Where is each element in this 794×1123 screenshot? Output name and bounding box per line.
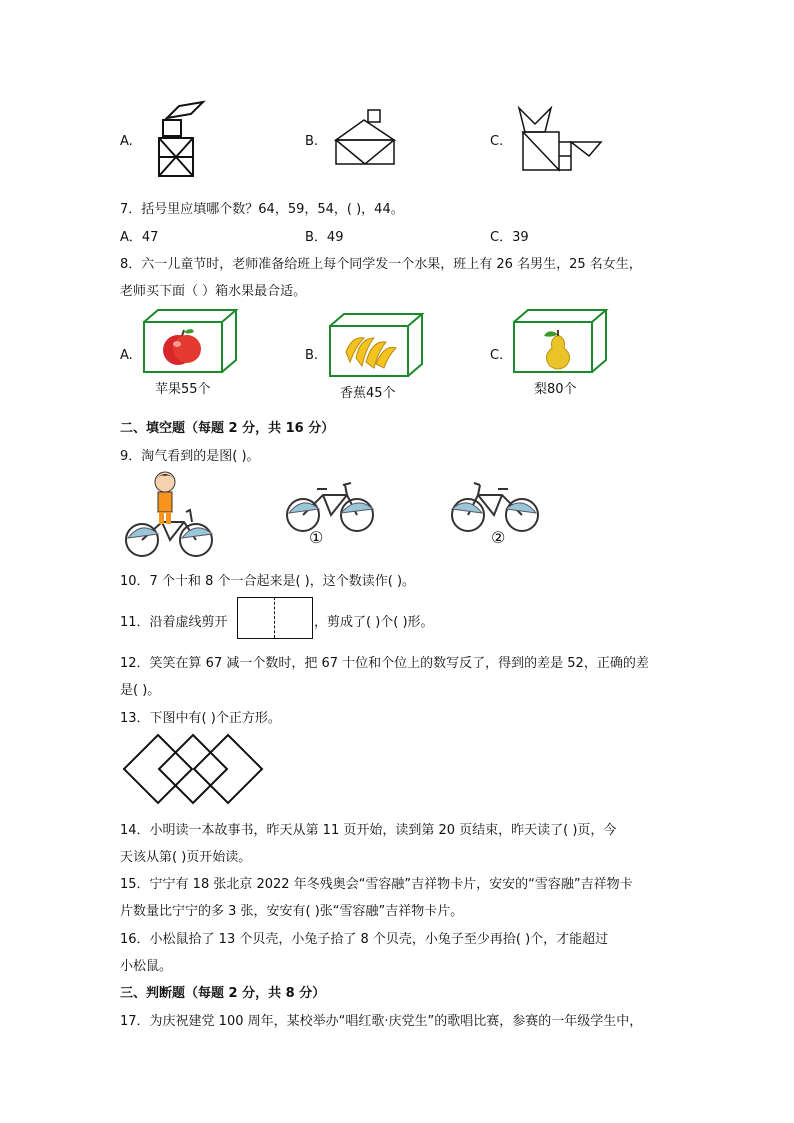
- q6-figure-c: [515, 104, 607, 176]
- apple-box-icon: [140, 306, 240, 376]
- q14-line2: 天该从第( )页开始读。: [120, 850, 252, 865]
- q16-line1: 16．小松鼠拾了 13 个贝壳，小兔子拾了 8 个贝壳，小兔子至少再拾( )个，才能超过: [120, 932, 609, 947]
- q15-line2: 片数量比宁宁的多 3 张，安安有( )张“雪容融”吉祥物卡片。: [120, 904, 464, 919]
- q13-squares-figure: [122, 733, 264, 805]
- q8-line2: 老师买下面（ ）箱水果最合适。: [120, 284, 307, 299]
- q17-text: 17．为庆祝建党 100 周年，某校举办“唱红歌·庆党生”的歌唱比赛，参赛的一年级学生中，: [120, 1014, 643, 1029]
- q13-text: 13．下图中有( )个正方形。: [120, 711, 281, 726]
- bicycle-1-image: [283, 475, 378, 535]
- pear-caption: 梨80个: [534, 382, 577, 397]
- q12-line2: 是( )。: [120, 683, 161, 698]
- pear-box-icon: [510, 306, 610, 376]
- q8-option-a[interactable]: A.: [120, 348, 133, 363]
- q14-line1: 14．小明读一本故事书，昨天从第 11 页开始，读到第 20 页结束，昨天读了( )页，今: [120, 823, 617, 838]
- q7-text: 7．括号里应填哪个数？64，59，54，( )，44。: [120, 202, 404, 217]
- q6-option-a[interactable]: A.: [120, 134, 133, 149]
- q6-figure-a: [145, 100, 215, 180]
- bicycle-2-label: ②: [491, 528, 506, 547]
- banana-box-icon: [326, 310, 426, 380]
- q6-option-b[interactable]: B.: [305, 134, 319, 149]
- q11-rectangle-figure: [237, 597, 313, 639]
- q6-figure-b: [332, 108, 402, 168]
- boy-with-bicycle-image: [122, 468, 217, 560]
- q6-option-c[interactable]: C.: [490, 134, 504, 149]
- q15-line1: 15．宁宁有 18 张北京 2022 年冬残奥会“雪容融”吉祥物卡片，安安的“雪容融”吉祥物卡: [120, 877, 633, 892]
- q8-line1: 8．六一儿童节时，老师准备给班上每个同学发一个水果，班上有 26 名男生，25 名女生，: [120, 257, 642, 272]
- q11-pre: 11．沿着虚线剪开: [120, 615, 228, 630]
- q11-dashed-line: [274, 597, 275, 638]
- q8-option-c[interactable]: C.: [490, 348, 504, 363]
- q7-option-a[interactable]: A．47: [120, 230, 159, 245]
- q16-line2: 小松鼠。: [120, 959, 173, 974]
- bicycle-2-image: [448, 475, 543, 535]
- section3-heading: 三、判断题（每题 2 分，共 8 分）: [120, 986, 326, 1001]
- q12-line1: 12．笑笑在算 67 减一个数时，把 67 十位和个位上的数写反了，得到的差是 52，正确的差: [120, 656, 649, 671]
- banana-caption: 香蕉45个: [340, 386, 396, 401]
- bicycle-1-label: ①: [309, 528, 324, 547]
- q9-text: 9．淘气看到的是图( )。: [120, 449, 260, 464]
- apple-caption: 苹果55个: [155, 382, 211, 397]
- section2-heading: 二、填空题（每题 2 分，共 16 分）: [120, 421, 335, 436]
- q7-option-b[interactable]: B．49: [305, 230, 344, 245]
- q11-post: ，剪成了( )个( )形。: [314, 615, 434, 630]
- q8-option-b[interactable]: B.: [305, 348, 319, 363]
- q10-text: 10．7 个十和 8 个一合起来是( )，这个数读作( )。: [120, 574, 416, 589]
- q7-option-c[interactable]: C．39: [490, 230, 529, 245]
